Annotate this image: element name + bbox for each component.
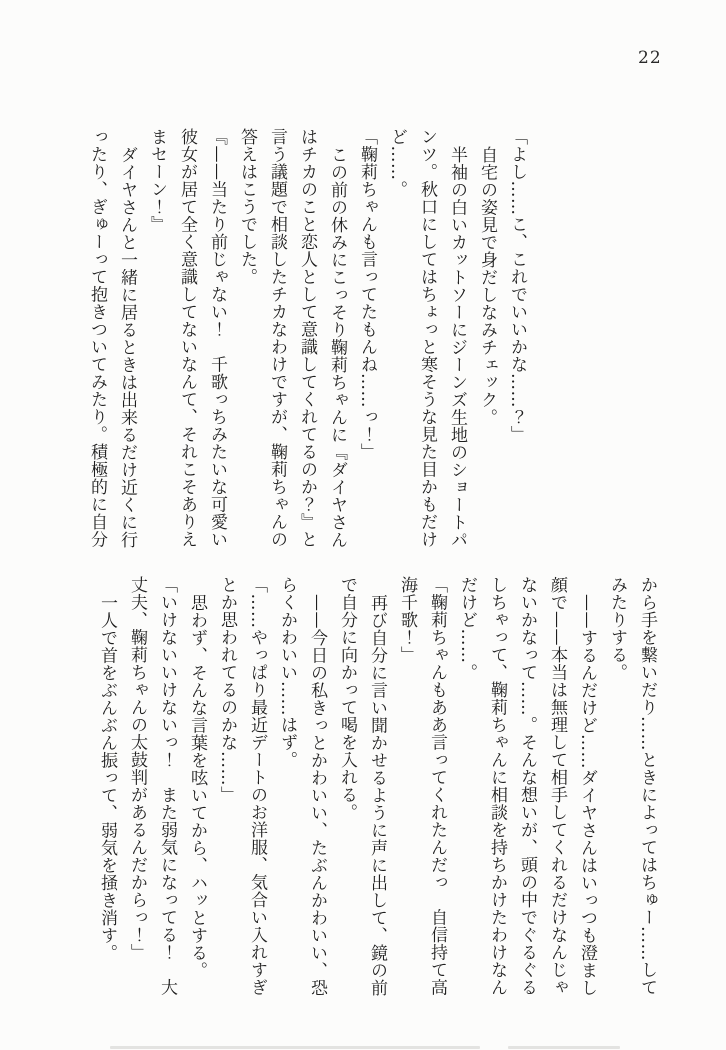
page-number: 22 (638, 48, 662, 68)
text-column: 言う議題で相談したチカなわけですが、鞠莉ちゃんの (267, 128, 287, 548)
text-column: この前の休みにこっそり鞠莉ちゃんに『ダイヤさん (327, 145, 347, 548)
text-column: 「よし……こ、これでいいかな……？」 (507, 128, 527, 443)
text-column: ないかなって……。そんな想いが、頭の中でぐるぐる (517, 576, 537, 996)
text-column: 『——当たり前じゃない！ 千歌っちみたいな可愛い (207, 128, 227, 548)
text-column: 半袖の白いカットソーにジーンズ生地のショートパ (447, 145, 467, 548)
text-column: しちゃって、鞠莉ちゃんに相談を持ちかけたわけなん (487, 576, 507, 996)
cut-off-next-line-artifact (110, 1046, 480, 1049)
text-column: らくかわいい……はず。 (277, 576, 297, 769)
text-column: 海千歌！」 (397, 576, 417, 664)
text-column: ンツ。秋口にしてはちょっと寒そうな見た目かもだけ (417, 128, 437, 548)
text-column: 彼女が居て全く意識してないなんて、それこそありえ (177, 128, 197, 548)
text-column: とか思われてるのかな……」 (217, 576, 237, 804)
text-column: 一人で首をぶんぶん振って、弱気を掻き消す。 (97, 593, 117, 961)
text-column: ったり、ぎゅーって抱きついてみたり。積極的に自分 (87, 128, 107, 548)
text-column: 思わず、そんな言葉を呟いてから、ハッとする。 (187, 593, 207, 979)
text-column: ——今日の私きっとかわいい、たぶんかわいい、恐 (307, 593, 327, 996)
text-column: 自宅の姿見で身だしなみチェック。 (477, 145, 497, 426)
text-column: 「いけないいけないっ！ また弱気になってる！ 大 (157, 576, 177, 996)
cut-off-next-line-artifact (508, 1046, 620, 1049)
text-column: みたりする。 (607, 576, 627, 681)
text-column: ——するんだけど……ダイヤさんはいっつも澄まし (577, 593, 597, 996)
text-column: まセーン！』 (147, 128, 167, 233)
text-column: 「鞠莉ちゃんも言ってたもんね……っ！」 (357, 128, 377, 461)
text-column: だけど……。 (457, 576, 477, 681)
top-text-block (82, 128, 532, 548)
text-column: 「鞠莉ちゃんもああ言ってくれたんだっ 自信持て高 (427, 576, 447, 996)
bottom-text-block (92, 576, 662, 996)
text-column: 答えはこうでした。 (237, 128, 257, 286)
text-column: で自分に向かって喝を入れる。 (337, 576, 357, 821)
text-column: ダイヤさんと一緒に居るときは出来るだけ近くに行 (117, 145, 137, 548)
text-column: から手を繋いだり……ときによってはちゅー……して (637, 576, 657, 996)
text-column: はチカのこと恋人として意識してくれてるのか？』と (297, 128, 317, 548)
text-column: ど……。 (387, 128, 407, 198)
text-column: 顔で——本当は無理して相手してくれるだけなんじゃ (547, 576, 567, 996)
text-column: 丈夫、鞠莉ちゃんの太鼓判があるんだからっ！」 (127, 576, 147, 961)
text-column: 「……やっぱり最近デートのお洋服、気合い入れすぎ (247, 576, 267, 996)
text-column: 再び自分に言い聞かせるように声に出して、鏡の前 (367, 593, 387, 996)
